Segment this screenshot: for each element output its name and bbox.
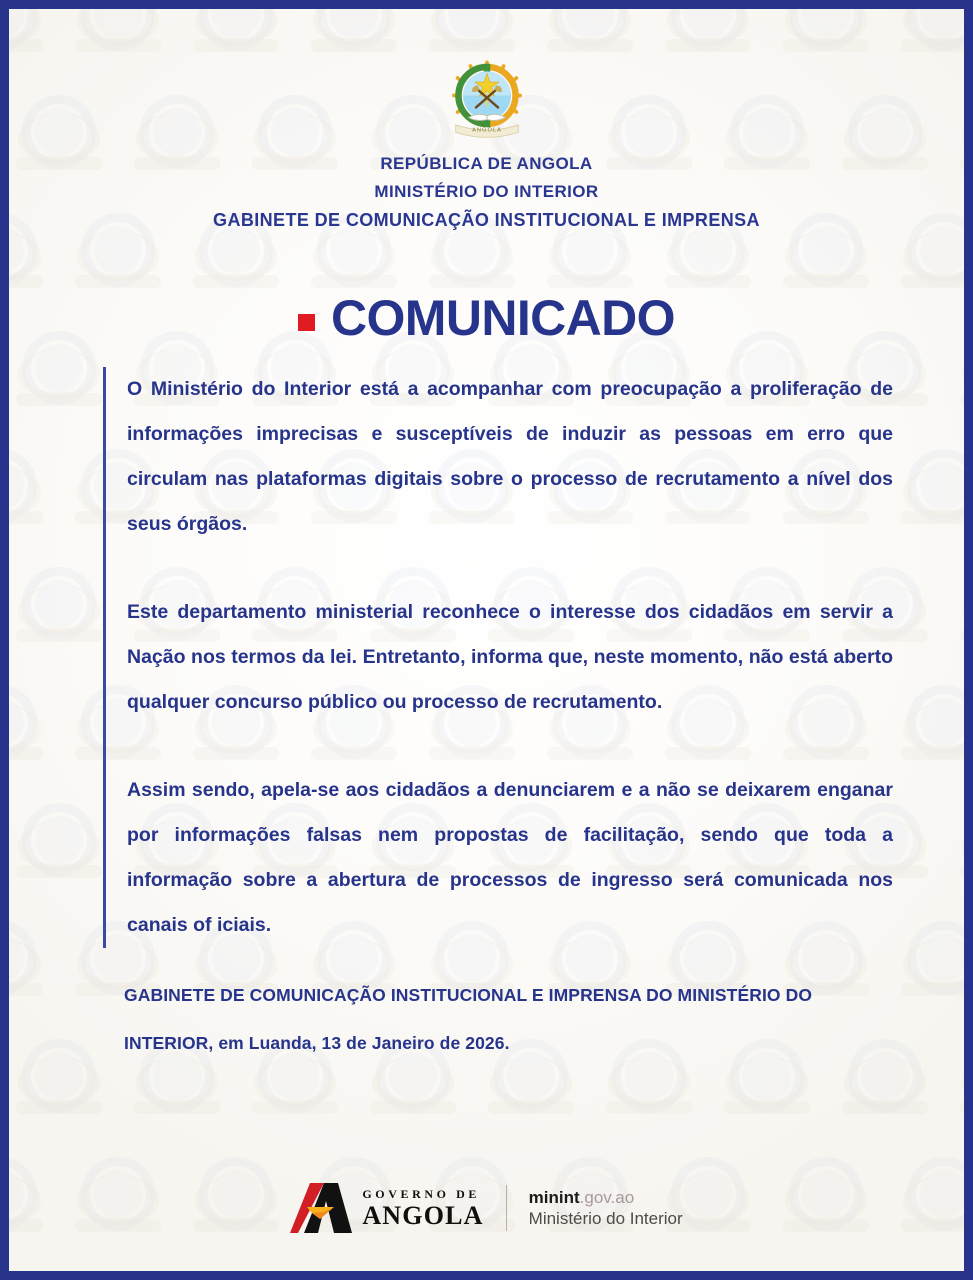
document-title-row <box>9 290 964 346</box>
minint-subtitle: Ministério do Interior <box>528 1209 683 1228</box>
minint-wordmark <box>529 1187 683 1230</box>
paragraph-2: Este departamento ministerial reconhece o interesse dos cidadãos em servir a Nação nos termos da lei. Entretanto, informa que, neste momento, não está aberto qualquer concurso público ou processo de recrutamento. <box>127 601 893 713</box>
minint-tld: .gov.ao <box>579 1187 635 1207</box>
minint-domain <box>529 1187 683 1208</box>
minint-brand: minint <box>528 1187 580 1207</box>
red-square-bullet-icon <box>298 314 315 331</box>
angola-a-mark-icon <box>290 1181 352 1235</box>
footer-divider <box>506 1185 507 1231</box>
emblem-container <box>9 55 964 147</box>
governo-de-angola-logo <box>290 1181 483 1235</box>
paragraph-3: Assim sendo, apela-se aos cidadãos a denunciarem e a não se deixarem enganar por informações falsas nem propostas de facilitação, sendo que toda a informação sobre a abertura de processos de ingresso será comunicada nos canais of iciais. <box>127 779 893 936</box>
header-line-ministerio: MINISTÉRIO DO INTERIOR <box>374 182 599 201</box>
header-line-gabinete: GABINETE DE COMUNICAÇÃO INSTITUCIONAL E IMPRENSA <box>213 210 760 230</box>
coat-of-arms-of-angola-icon <box>441 55 533 147</box>
body-text-block <box>103 367 893 948</box>
gov-logo-line-1: GOVERNO DE <box>362 1186 481 1201</box>
organization-header <box>9 155 964 229</box>
emblem-ribbon-text: ANGOLA <box>471 127 502 134</box>
paragraph-1: O Ministério do Interior está a acompanhar com preocupação a proliferação de informações imprecisas e susceptíveis de induzir as pessoas em erro que circulam nas plataformas digitais sobre o processo de recrutamento a nível dos seus órgãos. <box>127 378 893 535</box>
signature-block: GABINETE DE COMUNICAÇÃO INSTITUCIONAL E IMPRENSA DO MINISTÉRIO DO INTERIOR, em Luanda, 13 de Janeiro de 2026. <box>124 985 813 1053</box>
page-title: COMUNICADO <box>331 290 675 346</box>
footer <box>9 1181 964 1235</box>
gov-logo-line-2: ANGOLA <box>362 1200 484 1230</box>
governo-de-angola-wordmark <box>362 1188 483 1229</box>
paper-surface <box>9 9 964 1271</box>
header-line-republica: REPÚBLICA DE ANGOLA <box>380 154 593 173</box>
